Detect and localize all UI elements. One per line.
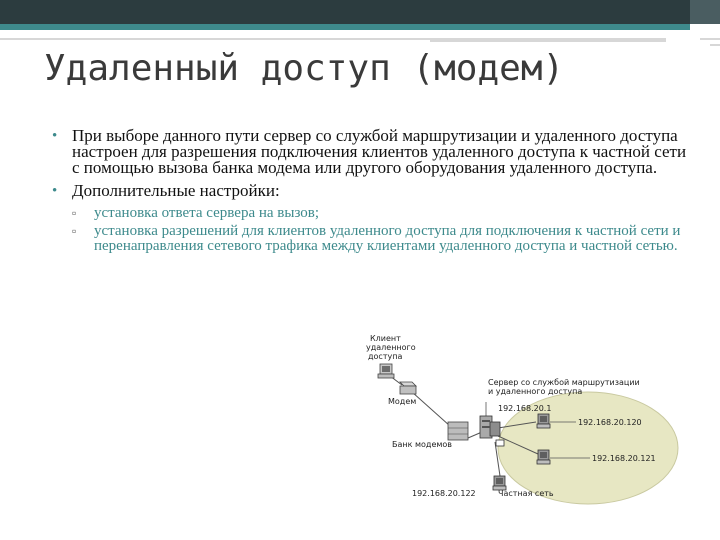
sub-bullet-text: установка разрешений для клиентов удаленного доступа для подключения к частной сети и перенаправления сетевого трафика между клиентами удаленного доступа и частной сетью. — [94, 223, 681, 254]
bullet-dot: • — [52, 183, 58, 199]
ip-121-label: 192.168.20.121 — [592, 454, 656, 463]
sub-bullet-item — [52, 224, 692, 254]
bullet-text: Дополнительные настройки: — [72, 181, 280, 200]
sub-bullet-text: установка ответа сервера на вызов; — [94, 205, 320, 221]
remote-access-diagram — [340, 330, 680, 505]
modem-bank-link — [412, 392, 450, 426]
server-icon — [480, 416, 500, 438]
top-banner-accent — [0, 24, 690, 30]
modem-bank-icon — [448, 422, 468, 440]
slide-body — [52, 128, 692, 254]
modem-label: Модем — [388, 397, 417, 406]
ip-122-label: 192.168.20.122 — [412, 489, 476, 498]
bullet-text: При выборе данного пути сервер со службой маршрутизации и удаленного доступа настроен для разрешения подключения клиентов удаленного доступа к частной сети с помощью вызова банка модема или другого оборудования удаленного доступа. — [72, 126, 687, 177]
network-hub-icon — [496, 440, 504, 446]
top-banner — [0, 0, 720, 28]
client-label-line2: удаленного — [366, 343, 416, 352]
divider-line — [710, 44, 720, 46]
slide-title: Удаленный доступ (модем) — [44, 48, 565, 89]
modem-bank-label: Банк модемов — [392, 440, 453, 449]
server-label-line2: и удаленного доступа — [488, 387, 583, 396]
divider-line — [430, 40, 666, 42]
computer-121-icon — [537, 450, 550, 464]
top-banner-dark — [0, 0, 690, 24]
sub-bullet-dot: ▫ — [72, 224, 77, 238]
remote-client-computer-icon — [378, 364, 394, 378]
sub-bullet-dot: ▫ — [72, 206, 77, 220]
modem-icon — [400, 382, 416, 394]
computer-122-icon — [493, 476, 506, 490]
top-banner-corner — [690, 0, 720, 24]
private-network-label: Частная сеть — [498, 489, 554, 498]
ip-120-label: 192.168.20.120 — [578, 418, 642, 427]
bullet-dot: • — [52, 128, 58, 144]
server-label-line1: Сервер со службой маршрутизации — [488, 378, 640, 387]
bullet-item — [52, 183, 692, 199]
computer-120-icon — [537, 414, 550, 428]
sub-bullet-item — [52, 206, 692, 221]
bullet-item — [52, 128, 692, 176]
client-label-line3: доступа — [368, 352, 403, 361]
divider-line — [700, 38, 720, 40]
client-label-line1: Клиент — [370, 334, 401, 343]
ip-server-label: 192.168.20.1 — [498, 404, 552, 413]
